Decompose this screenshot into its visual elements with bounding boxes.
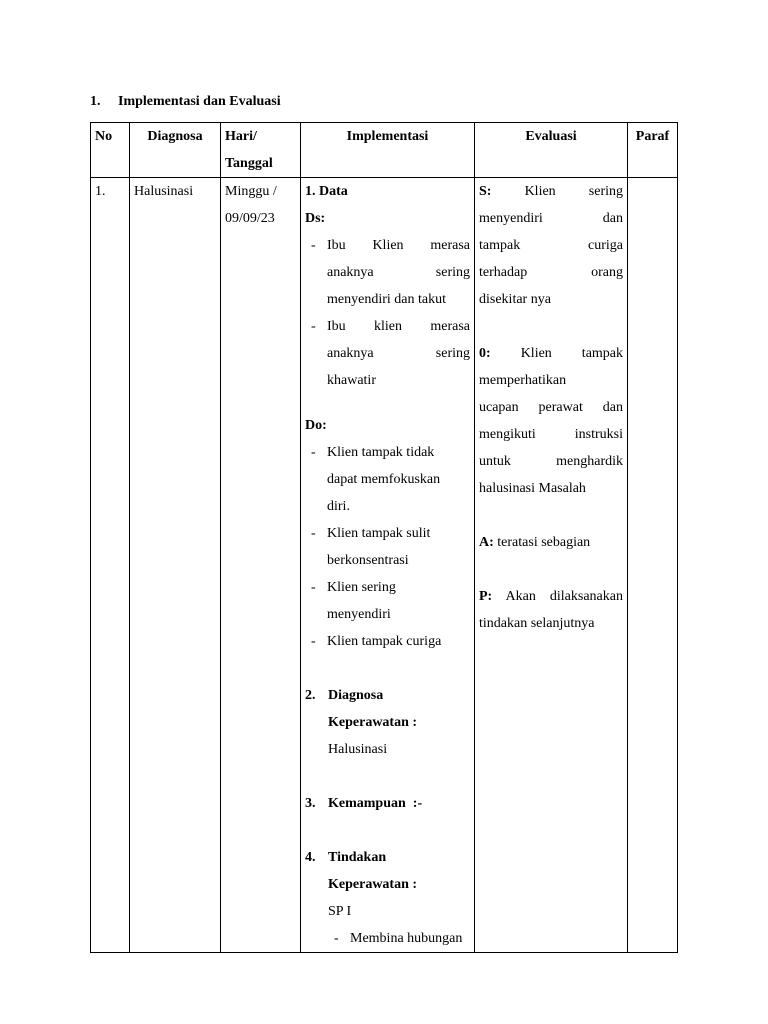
section-number: 1. [90,94,101,109]
cell-implementasi [301,178,475,953]
list-item: - Membina hubungan [328,925,470,952]
header-hari-tanggal [221,123,301,178]
header-no: No [91,123,130,178]
eval-o: 0: Klien tampak memperhatikan ucapan perawat dan mengikuti instruksi untuk menghardik halusinasi Masalah [479,346,624,496]
cell-diagnosa: Halusinasi [130,178,221,953]
ds-label: Ds: [305,211,326,226]
eval-s-label: S: [479,184,492,199]
cell-evaluasi [475,178,628,953]
section-heading [90,94,281,110]
eval-p: P: Akan dilaksanakan tindakan selanjutnya [479,589,623,631]
list-item: - Klien sering menyendiri [305,574,470,628]
cell-no: 1. [91,178,130,953]
eval-a: A: teratasi sebagian [479,535,591,550]
header-diagnosa: Diagnosa [130,123,221,178]
eval-a-label: A: [479,535,494,550]
table-header-row [91,123,678,178]
data-title: 1. Data [305,184,348,199]
eval-o-label: 0: [479,346,491,361]
eval-s: S: Klien sering menyendiri dan tampak curiga terhadap orang disekitar nya [479,184,623,307]
section-title: Implementasi dan Evaluasi [118,94,281,109]
step-tindakan: 4. Tindakan Keperawatan : SP I - Membina hubungan [305,844,470,952]
list-item: - Klien tampak tidak dapat memfokuskan diri. [305,439,470,520]
ds-list [305,232,470,394]
list-item: - Ibu klien merasa anaknya sering khawatir [305,313,470,394]
list-item: - Ibu Klien merasa anaknya sering menyendiri dan takut [305,232,470,313]
cell-tanggal: 09/09/23 [225,211,275,226]
list-item: - Klien tampak sulit berkonsentrasi [305,520,470,574]
cell-hari: Minggu / [225,184,277,199]
table-row [91,178,678,953]
do-list [305,439,470,655]
header-tanggal: Tanggal [225,156,273,171]
do-label: Do: [305,418,327,433]
eval-p-label: P: [479,589,493,604]
step-diagnosa: 2. Diagnosa Keperawatan : Halusinasi [305,688,418,757]
header-evaluasi: Evaluasi [475,123,628,178]
cell-paraf [628,178,678,953]
implementation-table [90,122,678,953]
header-implementasi: Implementasi [301,123,475,178]
list-item: - Klien tampak curiga [305,628,470,655]
steps-list [305,682,470,952]
cell-hari-tanggal [221,178,301,953]
header-hari: Hari/ [225,129,257,144]
header-paraf: Paraf [628,123,678,178]
step-kemampuan: 3. Kemampuan :- [305,796,423,811]
